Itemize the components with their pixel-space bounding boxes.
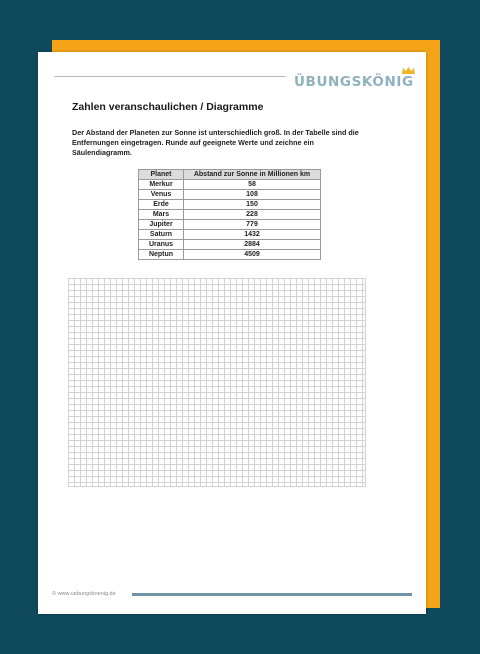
table-header-row <box>139 170 321 180</box>
distance-cell: 4509 <box>184 250 321 260</box>
distance-cell: 150 <box>184 200 321 210</box>
table-row <box>139 180 321 190</box>
footer-bar <box>132 593 412 596</box>
worksheet-page <box>38 52 426 614</box>
planet-cell: Uranus <box>139 240 184 250</box>
column-header-distance: Abstand zur Sonne in Millionen km <box>184 170 321 180</box>
planet-cell: Neptun <box>139 250 184 260</box>
distance-cell: 58 <box>184 180 321 190</box>
planet-cell: Venus <box>139 190 184 200</box>
drawing-grid <box>68 278 366 487</box>
distance-cell: 779 <box>184 220 321 230</box>
planet-cell: Merkur <box>139 180 184 190</box>
planet-cell: Saturn <box>139 230 184 240</box>
planet-cell: Jupiter <box>139 220 184 230</box>
table-row <box>139 240 321 250</box>
crown-icon <box>402 67 415 74</box>
brand-logo: ÜBUNGSKÖNIG <box>294 74 414 90</box>
distance-cell: 1432 <box>184 230 321 240</box>
intro-line: Entfernungen eingetragen. Runde auf geeignete Werte und zeichne ein <box>72 138 314 147</box>
planet-cell: Erde <box>139 200 184 210</box>
page-title: Zahlen veranschaulichen / Diagramme <box>72 101 264 113</box>
table-row <box>139 200 321 210</box>
intro-line: Säulendiagramm. <box>72 148 132 157</box>
distance-cell: 2884 <box>184 240 321 250</box>
table-row <box>139 220 321 230</box>
table-row <box>139 230 321 240</box>
table-row <box>139 190 321 200</box>
intro-line: Der Abstand der Planeten zur Sonne ist unterschiedlich groß. In der Tabelle sind die <box>72 128 359 137</box>
table-row <box>139 250 321 260</box>
distance-cell: 108 <box>184 190 321 200</box>
header-divider <box>54 76 286 77</box>
column-header-planet: Planet <box>139 170 184 180</box>
table-row <box>139 210 321 220</box>
distance-table <box>138 169 321 260</box>
planet-cell: Mars <box>139 210 184 220</box>
intro-text <box>72 128 402 158</box>
distance-cell: 228 <box>184 210 321 220</box>
footer-url: © www.uebungskoenig.de <box>52 591 116 597</box>
